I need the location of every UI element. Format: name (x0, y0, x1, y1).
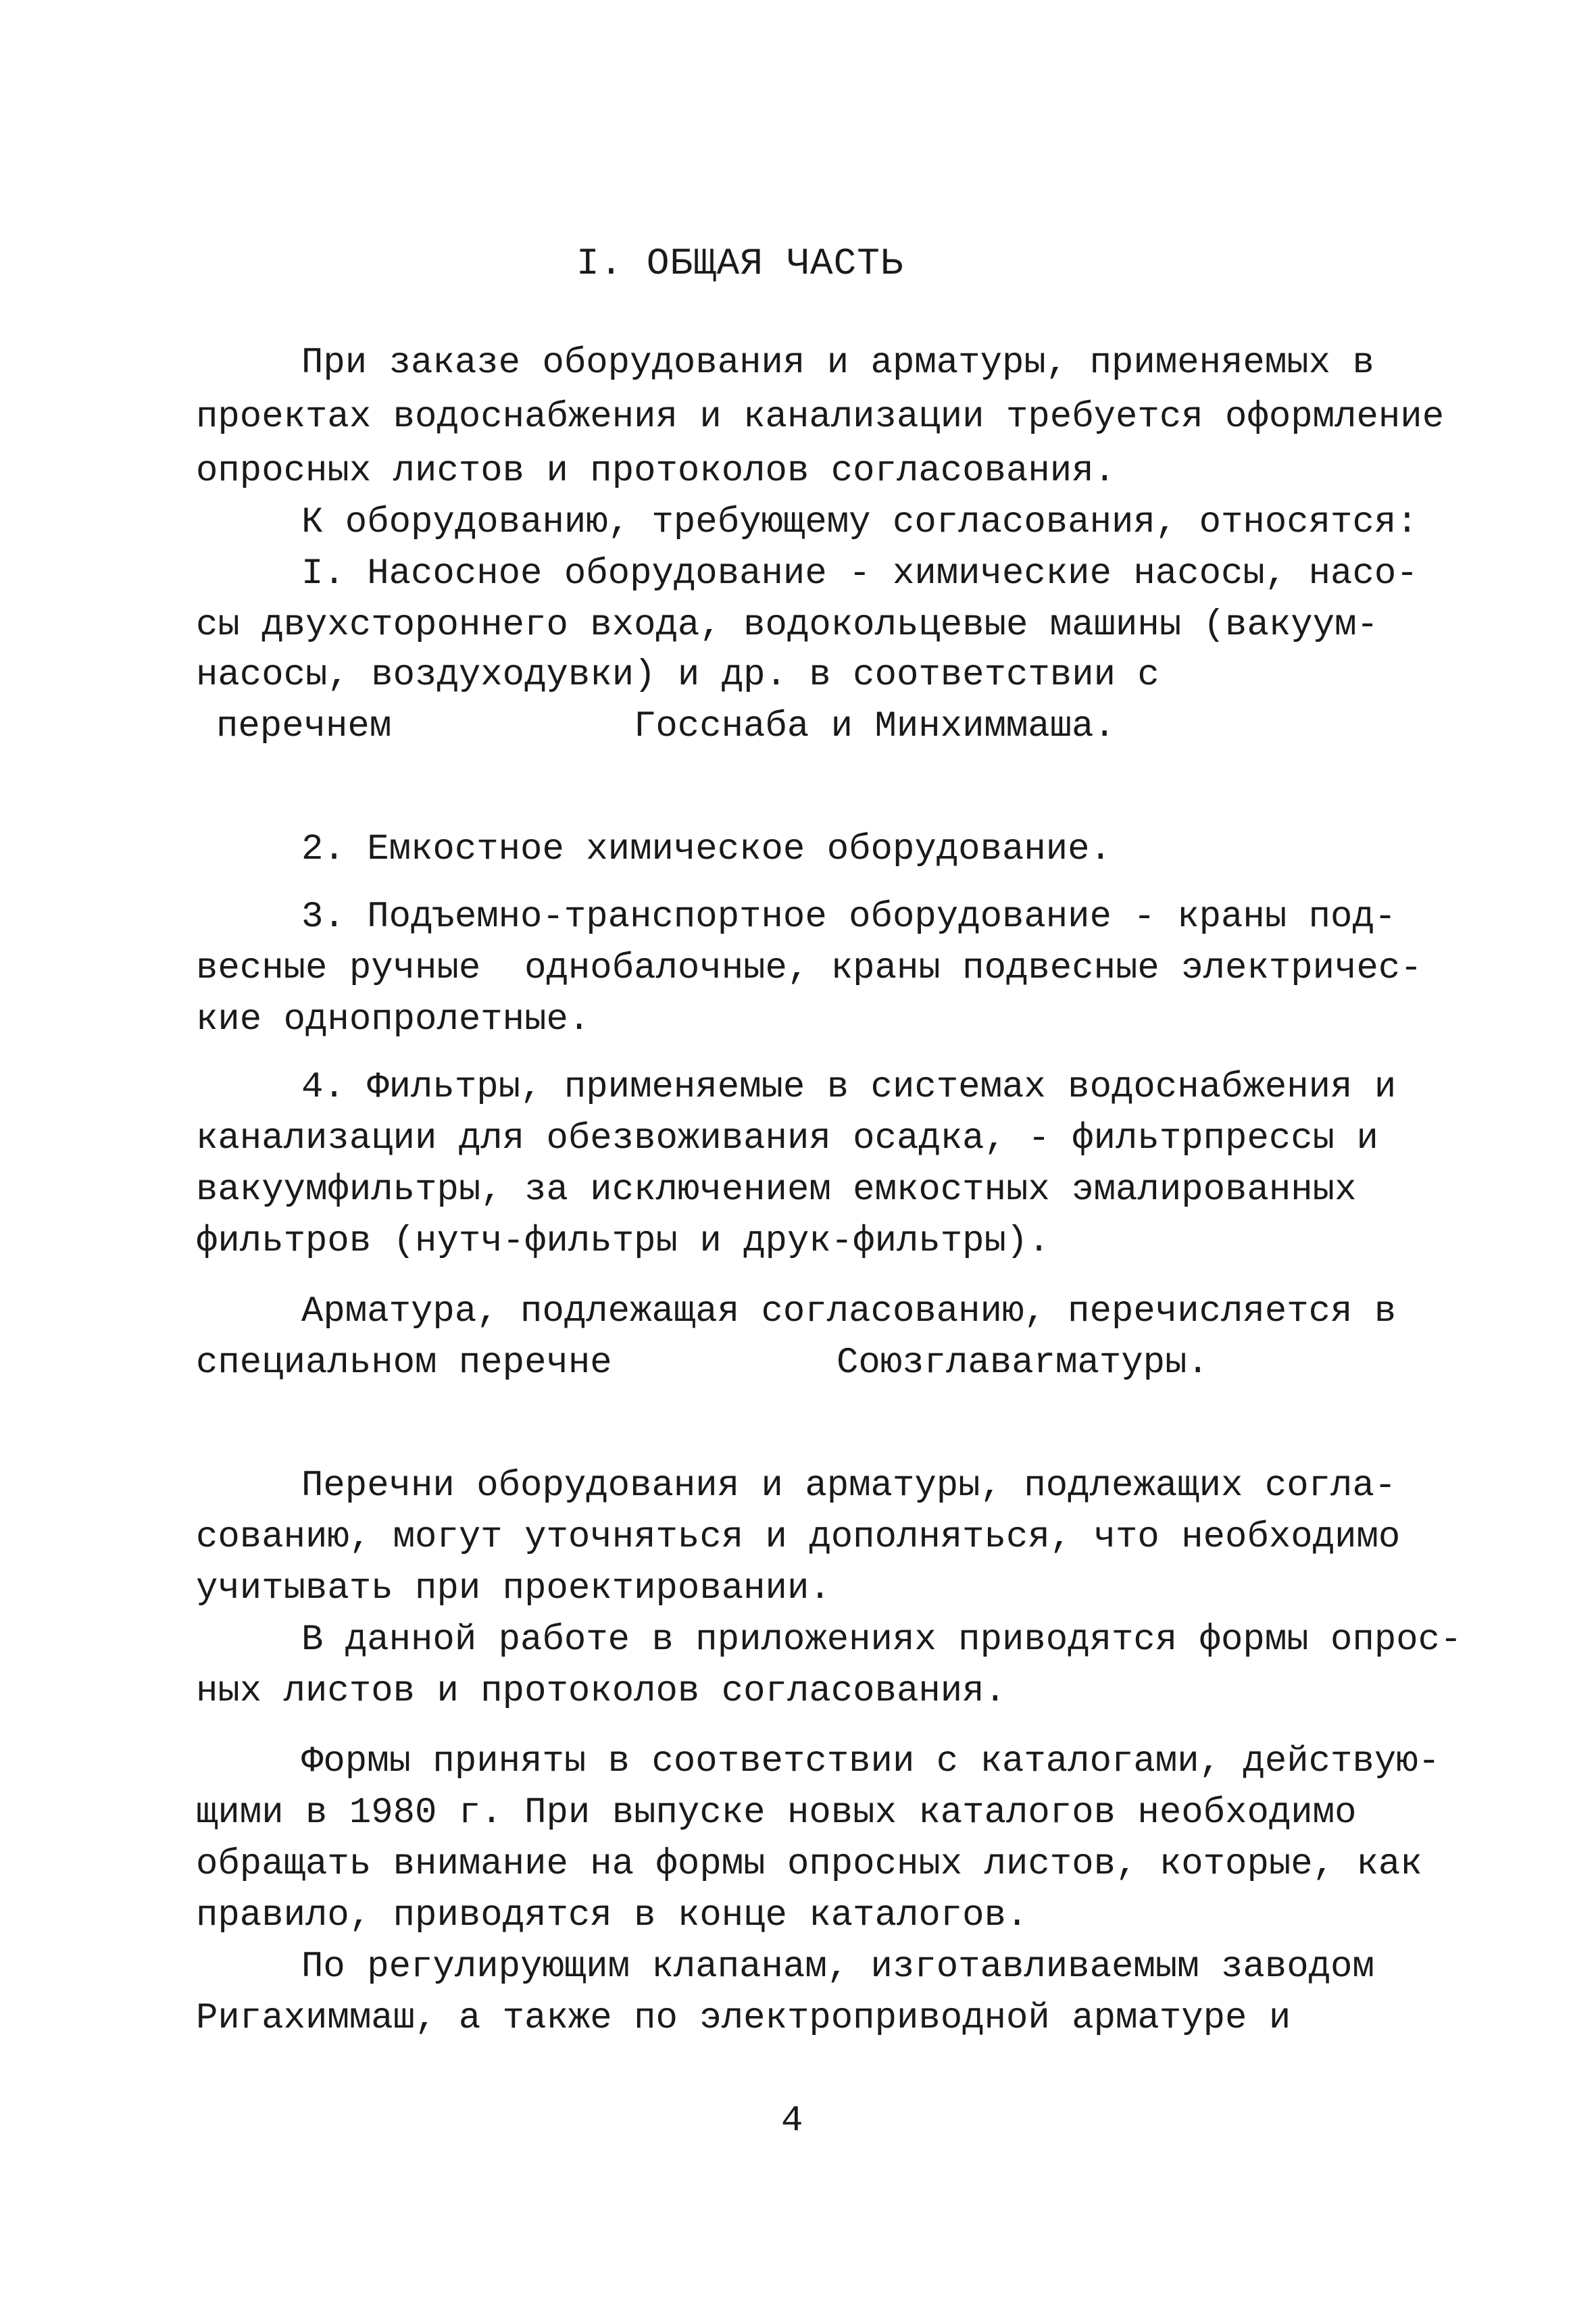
list-item-line: канализации для обезвоживания осадка, - фильтрпрессы и (196, 1118, 1378, 1159)
list-item-line: 3. Подъемно-транспортное оборудование - краны под- (301, 897, 1397, 938)
page-number: 4 (781, 2101, 803, 2142)
section-title: I. ОБЩАЯ ЧАСТЬ (576, 242, 904, 285)
list-item-line: насосы, воздуходувки) и др. в соответствии с (196, 655, 1159, 696)
list-item-line: перечнем (216, 706, 392, 747)
paragraph-line: опросных листов и протоколов согласования. (196, 451, 1116, 492)
paragraph-line: Арматура, подлежащая согласованию, перечисляется в (301, 1291, 1397, 1332)
paragraph-line: ных листов и протоколов согласования. (196, 1671, 1006, 1712)
paragraph-line: Ригахиммаш, а также по электроприводной арматуре и (196, 1998, 1291, 2039)
paragraph-line: специальном перечне (196, 1342, 612, 1384)
list-item-line: фильтров (нутч-фильтры и друк-фильтры). (196, 1221, 1050, 1262)
paragraph-line: Перечни оборудования и арматуры, подлежащих согла- (301, 1465, 1397, 1507)
paragraph-line: обращать внимание на формы опросных листов, которые, как (196, 1844, 1422, 1885)
paragraph-line: сованию, могут уточняться и дополняться, что необходимо (196, 1517, 1401, 1558)
list-item-line: весные ручные однобалочные, краны подвесные электричес- (196, 948, 1422, 989)
paragraph-line: учитывать при проектировании. (196, 1568, 831, 1609)
list-item-line: 2. Емкостное химическое оборудование. (301, 829, 1112, 870)
paragraph-line: По регулирующим клапанам, изготавливаемым заводом (301, 1946, 1374, 1988)
list-item-line: кие однопролетные. (196, 999, 591, 1040)
paragraph-line: В данной работе в приложениях приводятся формы опрос- (301, 1619, 1462, 1661)
list-item-line: вакуумфильтры, за исключением емкостных эмалированных (196, 1169, 1357, 1211)
paragraph-line: Союзглавarматуры. (837, 1342, 1209, 1384)
paragraph-line: К оборудованию, требующему согласования, относятся: (301, 502, 1418, 543)
list-item-line: 4. Фильтры, применяемые в системах водоснабжения и (301, 1067, 1397, 1108)
list-item-line: сы двухстороннего входа, водокольцевые машины (вакуум- (196, 605, 1378, 646)
paragraph-line: При заказе оборудования и арматуры, применяемых в (301, 343, 1374, 384)
paragraph-line: правило, приводятся в конце каталогов. (196, 1895, 1028, 1936)
paragraph-line: щими в 1980 г. При выпуске новых каталогов необходимо (196, 1792, 1357, 1834)
list-item-line: Госснаба и Минхиммаша. (634, 706, 1116, 747)
paragraph-line: Формы приняты в соответствии с каталогами, действую- (301, 1741, 1441, 1782)
list-item-line: I. Насосное оборудование - химические насосы, насо- (301, 553, 1418, 595)
paragraph-line: проектах водоснабжения и канализации требуется оформление (196, 397, 1445, 438)
